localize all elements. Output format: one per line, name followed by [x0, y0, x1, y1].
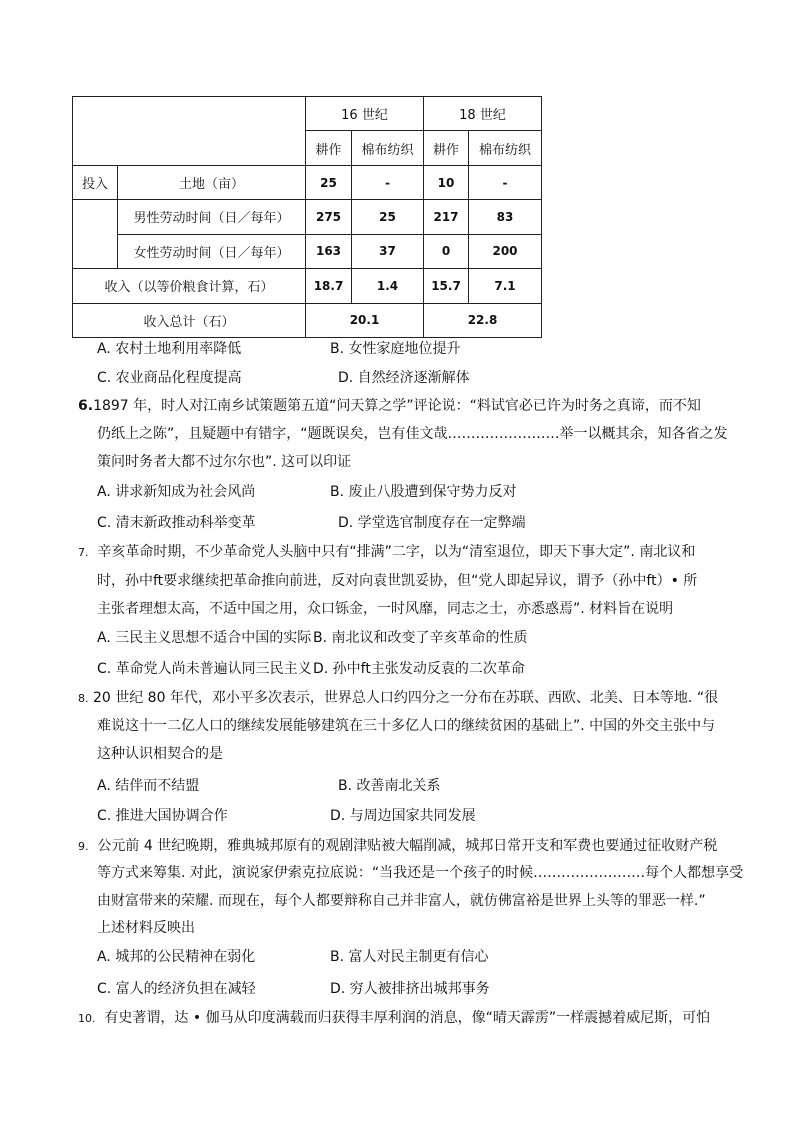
q9-option-b: B. 富人对民主制更有信心	[330, 949, 489, 965]
header-farming: 耕作	[424, 131, 469, 165]
data-table	[72, 96, 542, 338]
q7-option-d: D. 孙中ft主张发动反袁的二次革命	[313, 661, 525, 677]
q7-option-a: A. 三民主义思想不适合中国的实际	[97, 630, 312, 646]
table-corner	[73, 97, 306, 166]
header-weaving: 棉布纺织	[469, 131, 542, 165]
table-cell: 0	[424, 234, 469, 268]
table-cell: 25	[352, 200, 424, 234]
q9-line-3: 由财富带来的荣耀. 而现在，每个人都要辩称自己并非富人，就仿佛富裕是世界上头等的罪恶一样.”	[97, 893, 706, 909]
row-label-income: 收入（以等价粮食计算，石）	[73, 269, 306, 303]
q6-option-a: A. 讲求新知成为社会风尚	[97, 484, 256, 500]
q9-line-2: 等方式来筹集. 对此，演说家伊索克拉底说：“当我还是一个孩子的时候……………………每个人都想享受	[97, 865, 744, 881]
table-row	[73, 269, 542, 303]
row-label-input: 投入	[73, 165, 118, 199]
table-cell: -	[469, 165, 542, 199]
header-18th-century: 18 世纪	[424, 97, 542, 131]
q9-option-d: D. 穷人被排挤出城邦事务	[330, 981, 490, 997]
q5-option-b: B. 女性家庭地位提升	[330, 341, 461, 357]
q9-option-c: C. 富人的经济负担在减轻	[97, 981, 256, 997]
q9-option-a: A. 城邦的公民精神在弱化	[97, 949, 256, 965]
table-row	[73, 165, 542, 199]
row-label-land: 土地（亩）	[118, 165, 306, 199]
q9-line-1: 公元前 4 世纪晚期，雅典城邦原有的观剧津贴被大幅削减，城邦日常开支和军费也要通过征收财产税	[97, 838, 718, 854]
table-cell: 200	[469, 234, 542, 268]
table-cell: 217	[424, 200, 469, 234]
q6-line-3: 策问时务者大都不过尔尔也”. 这可以印证	[97, 454, 352, 470]
q6-line-2: 仍纸上之陈”，且疑题中有错字，“题既误矣，岂有佳文哉……………………举一以概其余，知各省之发	[97, 426, 728, 442]
table-cell: 7.1	[469, 269, 542, 303]
row-label-male: 男性劳动时间（日／每年）	[118, 200, 306, 234]
q8-line-1: 20 世纪 80 年代，邓小平多次表示，世界总人口约四分之一分布在苏联、西欧、北美、日本等地. “很	[92, 690, 719, 706]
table-cell: 22.8	[424, 303, 542, 337]
table-row	[73, 234, 542, 268]
q8-line-2: 难说这十一二亿人口的继续发展能够建筑在三十多亿人口的继续贫困的基础上”. 中国的外交主张中与	[97, 718, 716, 734]
question-number: 8.	[78, 692, 89, 705]
q10-stem	[78, 1008, 710, 1029]
table-cell: 20.1	[306, 303, 424, 337]
q5-option-c: C. 农业商品化程度提高	[97, 370, 242, 386]
question-number: 9.	[78, 840, 89, 853]
q8-stem	[78, 688, 718, 709]
q6-option-c: C. 清末新政推动科举变革	[97, 515, 256, 531]
q7-line-2: 时，孙中ft要求继续把革命推向前进，反对向袁世凯妥协，但“党人即起异议，谓予（孙中ft）• 所	[97, 573, 698, 589]
header-16th-century: 16 世纪	[306, 97, 424, 131]
table-cell: 10	[424, 165, 469, 199]
q8-option-d: D. 与周边国家共同发展	[330, 808, 476, 824]
q9-stem	[78, 836, 717, 857]
row-label-total: 收入总计（石）	[73, 303, 306, 337]
table-cell: 18.7	[306, 269, 352, 303]
q6-stem	[78, 396, 701, 416]
q5-option-d: D. 自然经济逐渐解体	[338, 370, 470, 386]
table-cell: 163	[306, 234, 352, 268]
table-cell: 1.4	[352, 269, 424, 303]
q7-line-3: 主张者理想太高，不适中国之用，众口铄金，一时风靡，同志之士，亦悉惑焉”. 材料旨在说明	[97, 601, 674, 617]
table-cell: 37	[352, 234, 424, 268]
q7-line-1: 辛亥革命时期，不少革命党人头脑中只有“排满”二字，以为“清室退位，即天下事大定”. 南北议和	[97, 544, 696, 560]
table-cell: 83	[469, 200, 542, 234]
table-cell-empty	[73, 200, 118, 269]
q8-line-3: 这种认识相契合的是	[97, 746, 223, 762]
table-row	[73, 97, 542, 131]
q7-option-b: B. 南北议和改变了辛亥革命的性质	[313, 630, 528, 646]
question-number: 7.	[78, 546, 89, 559]
q7-option-c: C. 革命党人尚未普遍认同三民主义	[97, 661, 312, 677]
q8-option-b: B. 改善南北关系	[338, 778, 441, 794]
q7-stem	[78, 542, 695, 563]
q10-line-1: 有史著谓，达 • 伽马从印度满载而归获得丰厚利润的消息，像“晴天霹雳”一样震撼着威尼斯，可怕	[104, 1010, 711, 1026]
header-farming: 耕作	[306, 131, 352, 165]
q6-line-1: 1897 年，时人对江南乡试策题第五道“问天算之学”评论说：“料试官必已许为时务之真谛，而不知	[93, 398, 701, 414]
q6-option-b: B. 废止八股遭到保守势力反对	[330, 484, 517, 500]
table-cell: -	[352, 165, 424, 199]
table-cell: 15.7	[424, 269, 469, 303]
q5-option-a: A. 农村土地利用率降低	[97, 341, 242, 357]
q9-line-4: 上述材料反映出	[97, 920, 195, 936]
table-row	[73, 303, 542, 337]
question-number: 6.	[78, 398, 94, 414]
header-weaving: 棉布纺织	[352, 131, 424, 165]
table-cell: 275	[306, 200, 352, 234]
q8-option-c: C. 推进大国协调合作	[97, 808, 228, 824]
question-number: 10.	[78, 1012, 96, 1025]
q8-option-a: A. 结伴而不结盟	[97, 778, 200, 794]
table-row	[73, 200, 542, 234]
q6-option-d: D. 学堂选官制度存在一定弊端	[338, 515, 526, 531]
row-label-female: 女性劳动时间（日／每年）	[118, 234, 306, 268]
table-cell: 25	[306, 165, 352, 199]
